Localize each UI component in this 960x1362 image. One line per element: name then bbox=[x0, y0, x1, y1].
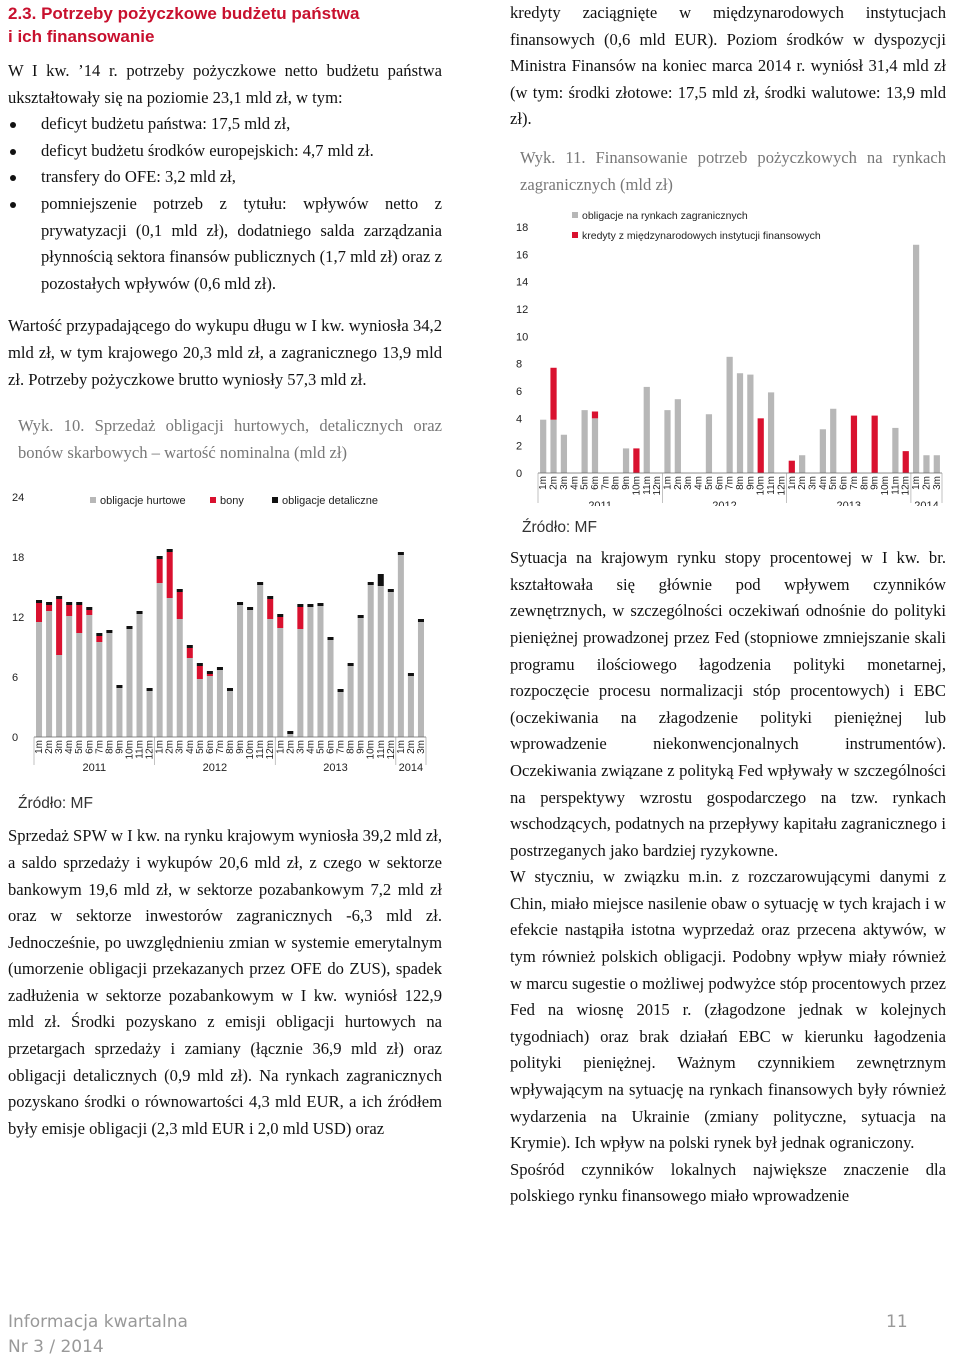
bar-segment bbox=[418, 622, 424, 737]
bar-segment bbox=[297, 607, 303, 629]
x-tick-label: 9m bbox=[235, 740, 247, 755]
x-tick-label: 1m bbox=[911, 476, 923, 491]
bar-segment bbox=[227, 688, 233, 691]
bar-segment bbox=[267, 596, 273, 599]
x-tick-label: 2m bbox=[405, 740, 417, 755]
x-tick-label: 9m bbox=[621, 476, 633, 491]
bar-segment bbox=[116, 688, 122, 737]
x-tick-label: 5m bbox=[74, 740, 86, 755]
bar-segment bbox=[247, 610, 253, 737]
x-tick-label: 6m bbox=[589, 476, 601, 491]
bar-segment bbox=[368, 585, 374, 737]
bar-segment bbox=[76, 602, 82, 605]
legend-label: obligacje hurtowe bbox=[100, 495, 186, 508]
chart10-svg bbox=[8, 476, 438, 776]
y-tick-label: 18 bbox=[516, 222, 529, 235]
bar-segment bbox=[197, 679, 203, 737]
x-tick-label: 10m bbox=[755, 476, 767, 496]
year-label: 2014 bbox=[398, 762, 424, 775]
bar-segment bbox=[187, 658, 193, 737]
bar-segment bbox=[86, 607, 92, 610]
bar-segment bbox=[76, 605, 82, 633]
bar-segment bbox=[307, 607, 313, 737]
bar-segment bbox=[348, 663, 354, 666]
footer bbox=[8, 1310, 188, 1360]
year-label: 2013 bbox=[836, 500, 862, 507]
bar-segment bbox=[126, 626, 132, 629]
bar-segment bbox=[237, 602, 243, 605]
y-tick-label: 12 bbox=[516, 304, 529, 317]
bar-segment bbox=[177, 589, 183, 592]
bar-segment bbox=[287, 734, 293, 737]
bar-segment bbox=[297, 604, 303, 607]
year-label: 2011 bbox=[82, 762, 107, 775]
y-tick-label: 6 bbox=[12, 672, 19, 685]
x-tick-label: 3m bbox=[174, 740, 186, 755]
bar-segment bbox=[157, 556, 163, 559]
x-tick-label: 5m bbox=[703, 476, 715, 491]
year-label: 2014 bbox=[914, 500, 939, 507]
bar-segment bbox=[267, 619, 273, 737]
bar-segment bbox=[187, 645, 193, 648]
y-tick-label: 18 bbox=[12, 552, 25, 565]
bullet-text: pomniejszenie potrzeb z tytułu: wpływów netto z prywatyzacji (0,1 mld zł), dodatniego salda zarządzania płynnością sektora finansów publicznych (1,7 mld zł) oraz z pozostałych wpływów (0,6 mld zł). bbox=[41, 193, 442, 293]
x-tick-label: 3m bbox=[683, 476, 695, 491]
bar-segment bbox=[66, 616, 72, 737]
bar-segment bbox=[287, 731, 293, 734]
x-tick-label: 4m bbox=[184, 740, 196, 755]
bar-segment bbox=[277, 628, 283, 737]
y-tick-label: 2 bbox=[516, 440, 523, 453]
x-tick-label: 5m bbox=[828, 476, 840, 491]
bar-segment bbox=[892, 428, 898, 473]
x-tick-label: 7m bbox=[600, 476, 612, 491]
footer-issue: Nr 3 / 2014 bbox=[8, 1337, 104, 1357]
x-tick-label: 2m bbox=[164, 740, 176, 755]
bar-segment bbox=[408, 673, 414, 676]
x-tick-label: 11m bbox=[375, 740, 387, 760]
x-tick-label: 9m bbox=[745, 476, 757, 491]
bar-segment bbox=[378, 574, 384, 586]
left-column bbox=[8, 0, 442, 1142]
bar-segment bbox=[358, 618, 364, 737]
x-tick-label: 1m bbox=[662, 476, 674, 491]
x-tick-label: 8m bbox=[345, 740, 357, 755]
bar-segment bbox=[46, 605, 52, 611]
x-tick-label: 10m bbox=[880, 476, 892, 496]
x-tick-label: 6m bbox=[325, 740, 337, 755]
bar-segment bbox=[737, 373, 743, 473]
bar-segment bbox=[147, 691, 153, 737]
credits-paragraph: kredyty zaciągnięte w międzynarodowych instytucjach finansowych (0,6 mld EUR). Poziom środków w dyspozycji Ministra Finansów na koniec marca 2014 r. wyniósł 31,4 mld zł (w tym: środki złotowe: 17,5 mld zł, środki walutowe: 13,9 mld zł). bbox=[510, 3, 946, 129]
x-tick-label: 8m bbox=[859, 476, 871, 491]
bar-segment bbox=[167, 552, 173, 598]
x-tick-label: 8m bbox=[104, 740, 116, 755]
x-tick-label: 11m bbox=[255, 740, 267, 760]
bar-segment bbox=[267, 599, 273, 619]
local-factors-paragraph: Spośród czynników lokalnych największe znaczenie dla polskiego rynku finansowego miało wprowadzenie bbox=[510, 1159, 946, 1206]
bar-segment bbox=[934, 455, 940, 473]
bar-segment bbox=[582, 410, 588, 473]
x-tick-label: 1m bbox=[275, 740, 287, 755]
bar-segment bbox=[257, 585, 263, 737]
bar-segment bbox=[398, 555, 404, 737]
bar-segment bbox=[338, 692, 344, 737]
x-tick-label: 2m bbox=[672, 476, 684, 491]
x-tick-label: 1m bbox=[154, 740, 166, 755]
bullet-item bbox=[8, 138, 442, 165]
y-tick-label: 14 bbox=[516, 276, 529, 289]
interest-rate-paragraph: Sytuacja na krajowym rynku stopy procentowej w I kw. br. kształtowała się głównie pod wpływem czynników zewnętrznych, w szczególności oczekiwań odnośnie do polityki pieniężnej prowadzonej przez Fed (stopniowe zmniejszanie skali programu ilościowego łagodzenia polityki monetarnej, rozpoczęcie procesu normalizacji stóp procentowych) i EBC (oczekiwania na złagodzenie polityki pieniężnej lub wprowadzenie niekonwencjonalnych instrumentów). Oczekiwania związane z polityką Fed wpływały w szczególności na perspektywy wzrostu gospodarczego na tzw. rynkach wschodzących, podatnych na przepływy kapitału zagranicznego i postrzeganych jako bardziej ryzykowne. bbox=[510, 548, 946, 860]
x-tick-label: 9m bbox=[114, 740, 126, 755]
x-tick-label: 7m bbox=[724, 476, 736, 491]
bar-segment bbox=[913, 245, 919, 473]
chart10-caption: Wyk. 10. Sprzedaż obligacji hurtowych, detalicznych oraz bonów skarbowych – wartość nominalna (mld zł) bbox=[18, 416, 442, 462]
legend-label: obligacje na rynkach zagranicznych bbox=[582, 210, 748, 223]
x-tick-label: 4m bbox=[305, 740, 317, 755]
bar-segment bbox=[706, 414, 712, 473]
bar-segment bbox=[137, 611, 143, 614]
legend-swatch bbox=[90, 497, 96, 503]
x-tick-label: 11m bbox=[641, 476, 653, 495]
bar-segment bbox=[675, 399, 681, 473]
bar-segment bbox=[167, 598, 173, 737]
y-tick-label: 12 bbox=[12, 612, 25, 625]
bar-segment bbox=[247, 607, 253, 610]
bar-segment bbox=[408, 676, 414, 737]
needs-bullet-list bbox=[8, 111, 442, 297]
chart11-svg bbox=[510, 206, 946, 506]
bar-segment bbox=[207, 676, 213, 737]
bar-segment bbox=[747, 375, 753, 473]
x-tick-label: 7m bbox=[848, 476, 860, 491]
bar-segment bbox=[187, 648, 193, 658]
x-tick-label: 10m bbox=[245, 740, 257, 760]
x-tick-label: 3m bbox=[931, 476, 943, 491]
bar-segment bbox=[106, 630, 112, 633]
year-label: 2011 bbox=[588, 500, 612, 507]
bar-segment bbox=[277, 614, 283, 617]
bar-segment bbox=[126, 629, 132, 737]
bar-segment bbox=[46, 611, 52, 737]
x-tick-label: 3m bbox=[807, 476, 819, 491]
chart10-source: Źródło: MF bbox=[18, 795, 93, 813]
x-tick-label: 8m bbox=[225, 740, 236, 755]
x-tick-label: 2m bbox=[797, 476, 809, 491]
bar-segment bbox=[348, 666, 354, 737]
x-tick-label: 8m bbox=[610, 476, 622, 491]
y-tick-label: 24 bbox=[12, 492, 25, 505]
x-tick-label: 12m bbox=[385, 740, 397, 760]
bar-segment bbox=[36, 600, 42, 603]
x-tick-label: 5m bbox=[194, 740, 206, 755]
x-tick-label: 4m bbox=[693, 476, 705, 491]
bar-segment bbox=[644, 387, 650, 473]
bar-segment bbox=[550, 420, 556, 473]
chart11-source: Źródło: MF bbox=[522, 519, 597, 537]
x-tick-label: 11m bbox=[890, 476, 902, 495]
y-tick-label: 6 bbox=[516, 386, 523, 399]
year-label: 2012 bbox=[712, 500, 737, 507]
x-tick-label: 6m bbox=[84, 740, 96, 755]
bullet-item bbox=[8, 191, 442, 297]
bar-segment bbox=[66, 602, 72, 605]
bar-segment bbox=[799, 455, 805, 473]
chart11-caption: Wyk. 11. Finansowanie potrzeb pożyczkowych na rynkach zagranicznych (mld zł) bbox=[520, 147, 946, 194]
bar-segment bbox=[177, 619, 183, 737]
debt-paragraph: Wartość przypadającego do wykupu długu w I kw. wyniosła 34,2 mld zł, w tym krajowego 20,3 mld zł, a zagranicznego 13,9 mld zł. Potrzeby pożyczkowe brutto wyniosły 57,3 mld zł. bbox=[8, 316, 442, 389]
bar-segment bbox=[768, 393, 774, 474]
january-paragraph: W styczniu, w związku m.in. z rozczarowującymi danymi z Chin, miało miejsce nasilenie obaw o sytuację w tych krajach i w efekcie nastąpiła istotna wyprzedaż oraz przecena aktywów, w tym również polskich obligacji. Podobny wpływ miały również w marcu sugestie o możliwej podwyżce stóp procentowych przez Fed na wiosnę 2015 r. (złagodzone jednak w kolejnych tygodniach) oraz brak działań EBC w kierunku łagodzenia polityki pieniężnej. Ważnym czynnikiem zewnętrznym wpływającym na sytuację na rynkach finansowych były również wydarzenia na Ukrainie (zmiany polityczne, sytuacja na Krymie). Ich wpływ na polski rynek był jednak ograniczony. bbox=[510, 867, 946, 1153]
x-tick-label: 12m bbox=[776, 476, 788, 496]
section-heading-line2: i ich finansowanie bbox=[8, 27, 155, 46]
bar-segment bbox=[86, 610, 92, 615]
bar-segment bbox=[157, 583, 163, 737]
bar-segment bbox=[56, 596, 62, 599]
bar-segment bbox=[872, 416, 878, 473]
legend-swatch bbox=[572, 232, 578, 238]
bar-segment bbox=[317, 603, 323, 606]
bullet-icon bbox=[10, 149, 16, 155]
bar-segment bbox=[86, 615, 92, 737]
x-tick-label: 12m bbox=[144, 740, 156, 760]
legend-swatch bbox=[572, 212, 578, 218]
legend-swatch bbox=[272, 497, 278, 503]
bar-segment bbox=[66, 605, 72, 616]
x-tick-label: 11m bbox=[766, 476, 778, 495]
bar-segment bbox=[592, 412, 598, 419]
bar-segment bbox=[317, 606, 323, 737]
x-tick-label: 10m bbox=[124, 740, 136, 760]
bullet-text: transfery do OFE: 3,2 mld zł, bbox=[41, 167, 236, 187]
x-tick-label: 5m bbox=[579, 476, 591, 491]
x-tick-label: 9m bbox=[355, 740, 367, 755]
y-tick-label: 10 bbox=[516, 331, 529, 344]
x-tick-label: 10m bbox=[365, 740, 377, 760]
x-tick-label: 2m bbox=[285, 740, 297, 755]
bar-segment bbox=[96, 633, 102, 636]
bar-segment bbox=[592, 418, 598, 473]
bullet-icon bbox=[10, 202, 16, 208]
bar-segment bbox=[96, 642, 102, 737]
bar-segment bbox=[167, 549, 173, 552]
x-tick-label: 3m bbox=[295, 740, 307, 755]
bar-segment bbox=[116, 685, 122, 688]
x-tick-label: 1m bbox=[34, 740, 46, 755]
x-tick-label: 5m bbox=[315, 740, 327, 755]
bar-segment bbox=[307, 604, 313, 607]
legend-label: bony bbox=[220, 495, 244, 508]
x-tick-label: 12m bbox=[900, 476, 912, 496]
bar-segment bbox=[137, 614, 143, 737]
x-tick-label: 10m bbox=[631, 476, 643, 496]
bar-segment bbox=[277, 617, 283, 628]
x-tick-label: 8m bbox=[735, 476, 746, 491]
bullet-text: deficyt budżetu państwa: 17,5 mld zł, bbox=[41, 114, 291, 134]
bar-segment bbox=[388, 589, 394, 592]
x-tick-label: 7m bbox=[214, 740, 226, 755]
x-tick-label: 2m bbox=[548, 476, 560, 491]
y-tick-label: 0 bbox=[12, 732, 19, 745]
bar-segment bbox=[237, 605, 243, 737]
bar-segment bbox=[147, 688, 153, 691]
footer-publication: Informacja kwartalna bbox=[8, 1312, 188, 1332]
legend-label: kredyty z międzynarodowych instytucji finansowych bbox=[582, 230, 821, 243]
right-column bbox=[510, 0, 946, 1210]
bar-segment bbox=[388, 592, 394, 737]
x-tick-label: 4m bbox=[569, 476, 581, 491]
y-tick-label: 0 bbox=[516, 468, 523, 481]
bar-segment bbox=[830, 409, 836, 473]
bar-segment bbox=[727, 357, 733, 473]
bar-segment bbox=[207, 674, 213, 676]
x-tick-label: 7m bbox=[335, 740, 347, 755]
bar-segment bbox=[76, 633, 82, 737]
y-tick-label: 4 bbox=[516, 413, 523, 426]
bar-segment bbox=[328, 637, 334, 640]
bullet-icon bbox=[10, 175, 16, 181]
x-tick-label: 3m bbox=[558, 476, 570, 491]
bar-segment bbox=[36, 622, 42, 737]
bullet-text: deficyt budżetu środków europejskich: 4,7 mld zł. bbox=[41, 140, 374, 160]
bullet-item bbox=[8, 111, 442, 138]
bar-segment bbox=[106, 633, 112, 737]
x-tick-label: 6m bbox=[714, 476, 726, 491]
bar-segment bbox=[664, 410, 670, 473]
bar-segment bbox=[257, 582, 263, 585]
x-tick-label: 2m bbox=[44, 740, 56, 755]
bar-segment bbox=[56, 655, 62, 737]
bar-segment bbox=[368, 582, 374, 585]
bar-segment bbox=[207, 671, 213, 674]
bar-segment bbox=[550, 368, 556, 420]
bar-segment bbox=[418, 619, 424, 622]
x-tick-label: 4m bbox=[64, 740, 76, 755]
bar-segment bbox=[36, 603, 42, 622]
bar-segment bbox=[217, 670, 223, 737]
y-tick-label: 16 bbox=[516, 249, 529, 262]
section-heading bbox=[8, 2, 442, 48]
bar-segment bbox=[820, 429, 826, 473]
bar-segment bbox=[177, 592, 183, 619]
x-tick-label: 1m bbox=[538, 476, 550, 491]
bar-segment bbox=[851, 416, 857, 473]
x-tick-label: 1m bbox=[786, 476, 798, 491]
x-tick-label: 4m bbox=[817, 476, 829, 491]
x-tick-label: 6m bbox=[204, 740, 216, 755]
x-tick-label: 2m bbox=[921, 476, 933, 491]
bar-segment bbox=[227, 691, 233, 737]
bar-segment bbox=[358, 615, 364, 618]
x-tick-label: 12m bbox=[652, 476, 664, 496]
bar-segment bbox=[923, 455, 929, 473]
bar-segment bbox=[758, 418, 764, 473]
legend-label: obligacje detaliczne bbox=[282, 495, 379, 508]
x-tick-label: 7m bbox=[94, 740, 106, 755]
x-tick-label: 6m bbox=[838, 476, 850, 491]
intro-paragraph: W I kw. ’14 r. potrzeby pożyczkowe netto budżetu państwa ukształtowały się na poziomie 23,1 mld zł, w tym: bbox=[8, 61, 442, 107]
x-tick-label: 11m bbox=[134, 740, 146, 760]
bar-segment bbox=[623, 449, 629, 474]
bar-segment bbox=[96, 636, 102, 642]
x-tick-label: 1m bbox=[395, 740, 407, 755]
bullet-icon bbox=[10, 122, 16, 128]
bar-segment bbox=[561, 435, 567, 473]
bar-segment bbox=[398, 552, 404, 555]
bar-segment bbox=[378, 586, 384, 737]
y-tick-label: 8 bbox=[516, 358, 523, 371]
bar-segment bbox=[297, 629, 303, 737]
year-label: 2012 bbox=[202, 762, 228, 775]
bar-segment bbox=[328, 640, 334, 737]
legend-swatch bbox=[210, 497, 216, 503]
bar-segment bbox=[633, 449, 639, 474]
bar-segment bbox=[217, 667, 223, 670]
bar-segment bbox=[540, 420, 546, 473]
bar-segment bbox=[789, 461, 795, 473]
chart10-container bbox=[8, 476, 442, 781]
x-tick-label: 12m bbox=[265, 740, 277, 760]
x-tick-label: 3m bbox=[54, 740, 66, 755]
bar-segment bbox=[56, 599, 62, 655]
page-number: 11 bbox=[886, 1312, 908, 1332]
bar-segment bbox=[903, 451, 909, 473]
x-tick-label: 3m bbox=[415, 740, 427, 755]
bar-segment bbox=[197, 663, 203, 666]
section-heading-line1: 2.3. Potrzeby pożyczkowe budżetu państwa bbox=[8, 4, 360, 23]
bar-segment bbox=[197, 666, 203, 679]
chart11-container bbox=[510, 206, 946, 511]
bullet-item bbox=[8, 164, 442, 191]
bar-segment bbox=[46, 602, 52, 605]
year-label: 2013 bbox=[323, 762, 348, 775]
sales-paragraph: Sprzedaż SPW w I kw. na rynku krajowym wyniosła 39,2 mld zł, a saldo sprzedaży i wykupów 20,6 mld zł, z czego w sektorze bankowym 19,6 mld zł, w sektorze pozabankowym 7,2 mld zł oraz w sektorze inwestorów zagranicznych -6,3 mld zł. Jednocześnie, po uwzględnieniu zmian w systemie emerytalnym (umorzenie obligacji przekazanych przez OFE do ZUS), spadek zadłużenia w sektorze pozabankowym w I kw. wyniósł 122,9 mld zł. Środki pozyskano z emisji obligacji hurtowych na przetargach sprzedaży i zamiany (łącznie 36,9 mld zł) oraz obligacji detalicznych (0,9 mld zł). Na rynkach zagranicznych pozyskano środki o równowartości 4,3 mld EUR, a ich źródłem były emisje obligacji (2,3 mld EUR i 2,0 mld USD) oraz bbox=[8, 826, 442, 1138]
x-tick-label: 9m bbox=[869, 476, 881, 491]
bar-segment bbox=[338, 689, 344, 692]
bar-segment bbox=[157, 559, 163, 583]
